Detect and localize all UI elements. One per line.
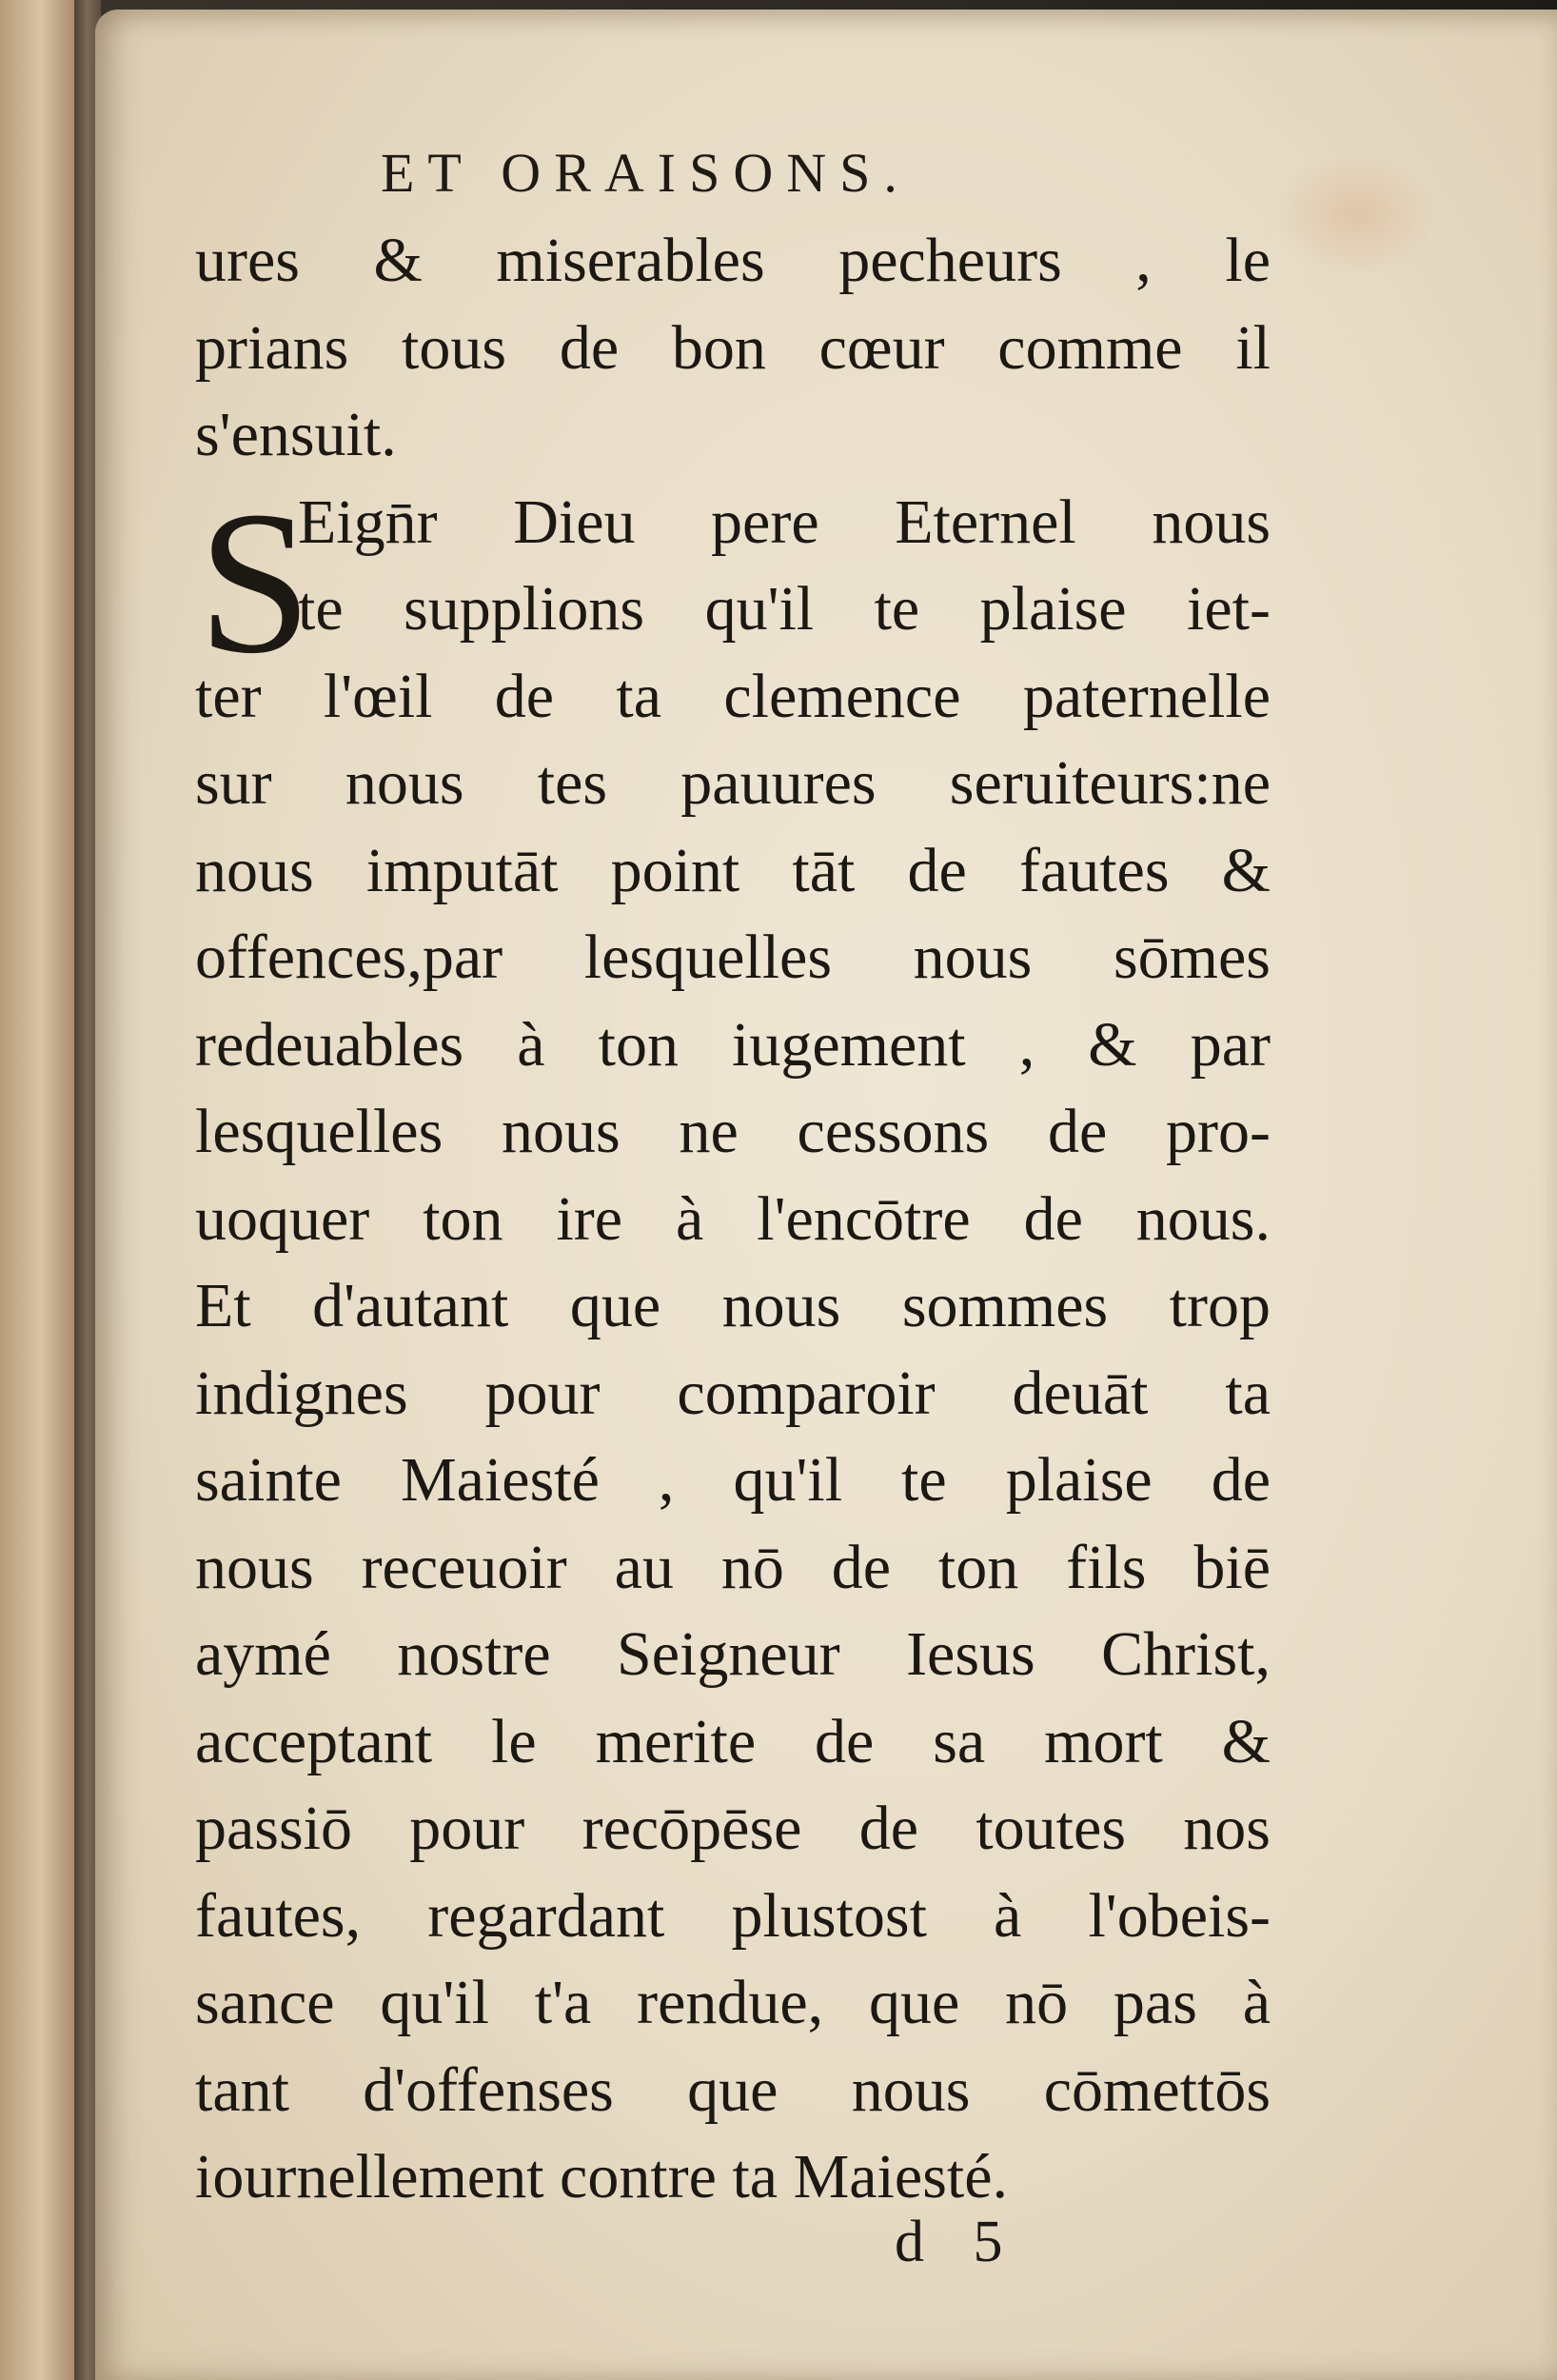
text-line: sainte Maiesté , qu'il te plaise de (195, 1445, 1271, 1515)
text-line: s'ensuit. (195, 400, 397, 469)
text-line: Et d'autant que nous sommes trop (195, 1271, 1271, 1340)
text-line: lesquelles nous ne cessons de pro- (195, 1097, 1271, 1166)
signature-mark: d 5 (895, 2210, 1020, 2274)
text-line: sance qu'il t'a rendue, que nō pas à (195, 1968, 1271, 2037)
text-line: Eign̄r Dieu pere Eternel nous (298, 486, 1271, 557)
text-line: acceptant le merite de sa mort & (195, 1706, 1271, 1776)
text-line: nous receuoir au nō de ton fils biē (195, 1532, 1271, 1602)
text-line: tant d'offenses que nous cōmettōs (195, 2054, 1271, 2125)
text-line: ures & miserables pecheurs , le (195, 226, 1271, 295)
text-line: iournellement contre ta Maiesté. (195, 2142, 1009, 2211)
text-line: offences,par lesquelles nous sōmes (195, 922, 1271, 992)
text-line: ter l'œil de ta clemence paternelle (195, 661, 1271, 731)
drop-cap: S (198, 468, 312, 696)
text-line: fautes, regardant plustost à l'obeis- (195, 1880, 1271, 1951)
text-line: indignes pour comparoir deuāt ta (195, 1358, 1271, 1428)
paper-stain (1275, 152, 1437, 276)
text-line: uoquer ton ire à l'encōtre de nous. (195, 1183, 1271, 1254)
text-line: aymé nostre Seigneur Iesus Christ, (195, 1619, 1271, 1689)
text-line: passiō pour recōpēse de toutes nos (195, 1794, 1271, 1863)
text-line: nous imputāt point tāt de fautes & (195, 835, 1271, 905)
left-page-edge (0, 0, 77, 2380)
text-line: te supplions qu'il te plaise iet- (298, 574, 1271, 644)
text-line: sur nous tes pauures seruiteurs:ne (195, 748, 1271, 818)
running-head: ET ORAISONS. (381, 142, 911, 204)
text-line: prians tous de bon cœur comme il (195, 312, 1271, 383)
text-line: redeuables à ton iugement , & par (195, 1009, 1271, 1080)
body-text (195, 217, 1271, 2221)
